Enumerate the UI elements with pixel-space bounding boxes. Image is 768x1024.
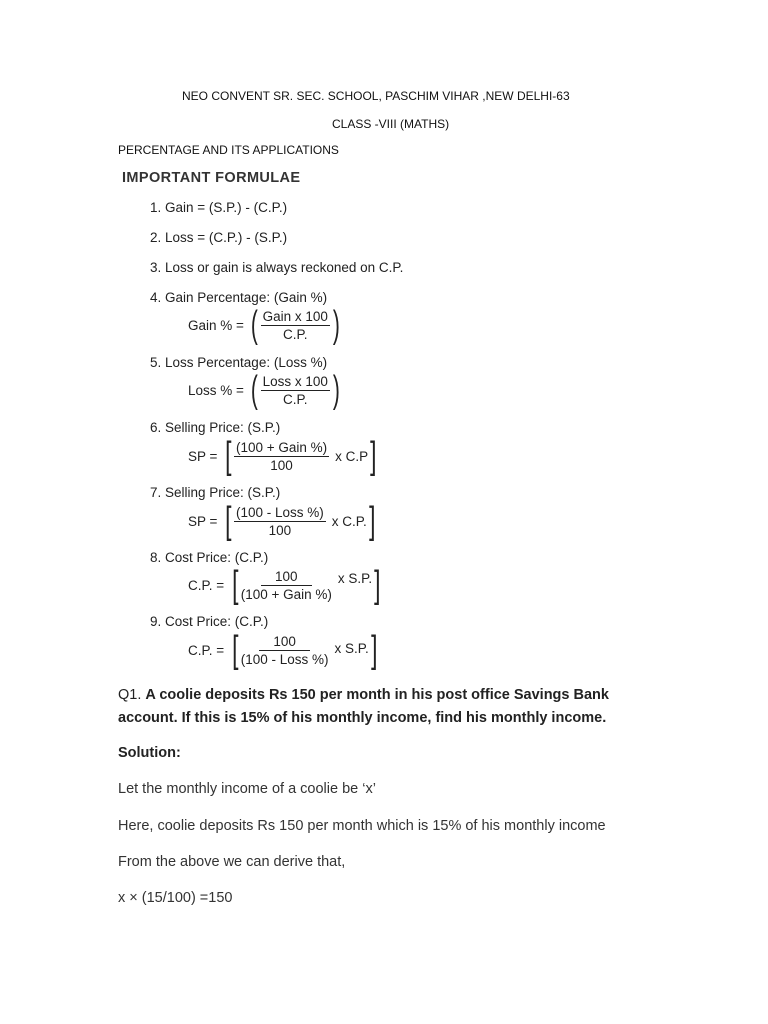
formula-4-lhs: Gain % = bbox=[188, 317, 244, 333]
formula-8-expression bbox=[188, 566, 383, 604]
formula-8-tail: x S.P. bbox=[337, 570, 373, 586]
formula-9-tail: x S.P. bbox=[334, 640, 369, 656]
formula-5-numerator: Loss x 100 bbox=[262, 373, 328, 389]
formula-5-title: 5. Loss Percentage: (Loss %) bbox=[150, 355, 328, 370]
formulae-heading: IMPORTANT FORMULAE bbox=[122, 170, 301, 186]
formula-6-title: 6. Selling Price: (S.P.) bbox=[150, 420, 281, 435]
left-bracket: [ bbox=[225, 500, 232, 542]
formula-9-lhs: C.P. = bbox=[188, 642, 225, 658]
right-bracket: ] bbox=[370, 629, 378, 671]
formula-4-fraction bbox=[261, 309, 330, 342]
formula-4-numerator: Gain x 100 bbox=[262, 308, 328, 324]
question-block bbox=[118, 684, 609, 730]
formula-9-expression bbox=[188, 631, 379, 669]
formula-7-title: 7. Selling Price: (S.P.) bbox=[150, 485, 281, 500]
formula-2: 2. Loss = (C.P.) - (S.P.) bbox=[150, 230, 288, 245]
solution-line-1: Let the monthly income of a coolie be ‘x’ bbox=[118, 781, 376, 797]
right-bracket: ] bbox=[368, 500, 376, 542]
school-name: NEO CONVENT SR. SEC. SCHOOL, PASCHIM VIHAR ,NEW DELHI-63 bbox=[182, 89, 570, 103]
formula-9-numerator: 100 bbox=[259, 634, 310, 651]
formula-3: 3. Loss or gain is always reckoned on C.P. bbox=[150, 260, 404, 275]
formula-7-lhs: SP = bbox=[188, 513, 218, 529]
formula-8-numerator: 100 bbox=[261, 569, 312, 586]
question-line-2: account. If this is 15% of his monthly income, find his monthly income. bbox=[118, 710, 607, 726]
formula-9-denominator: (100 - Loss %) bbox=[240, 651, 329, 667]
solution-heading: Solution: bbox=[118, 745, 181, 761]
formula-4-denominator: C.P. bbox=[282, 326, 308, 342]
left-paren: ( bbox=[250, 304, 258, 346]
formula-7-denominator: 100 bbox=[268, 522, 292, 538]
solution-line-3: From the above we can derive that, bbox=[118, 854, 346, 870]
formula-6-expression bbox=[188, 437, 379, 475]
left-bracket: [ bbox=[232, 564, 239, 606]
formula-8-denominator: (100 + Gain %) bbox=[240, 586, 332, 602]
right-bracket: ] bbox=[374, 564, 381, 606]
right-paren: ) bbox=[332, 369, 340, 411]
formula-8-title: 8. Cost Price: (C.P.) bbox=[150, 550, 269, 565]
formula-7-tail: x C.P. bbox=[331, 513, 367, 529]
formula-5-lhs: Loss % = bbox=[188, 382, 244, 398]
formula-4-expression bbox=[188, 306, 343, 344]
formula-6-tail: x C.P bbox=[335, 448, 369, 464]
formula-9-title: 9. Cost Price: (C.P.) bbox=[150, 614, 269, 629]
topic-title: PERCENTAGE AND ITS APPLICATIONS bbox=[118, 143, 339, 157]
formula-9-fraction bbox=[241, 634, 329, 667]
question-line-1: A coolie deposits Rs 150 per month in his post office Savings Bank bbox=[145, 687, 609, 703]
formula-8-fraction bbox=[241, 569, 332, 602]
right-paren: ) bbox=[332, 304, 340, 346]
formula-7-numerator: (100 - Loss %) bbox=[235, 504, 324, 520]
left-bracket: [ bbox=[225, 435, 232, 477]
formula-1: 1. Gain = (S.P.) - (C.P.) bbox=[150, 200, 288, 215]
left-bracket: [ bbox=[232, 629, 239, 671]
formula-5-fraction bbox=[261, 374, 330, 407]
formula-8-lhs: C.P. = bbox=[188, 577, 225, 593]
formula-6-numerator: (100 + Gain %) bbox=[235, 439, 328, 455]
formula-7-fraction bbox=[234, 505, 326, 538]
formula-6-lhs: SP = bbox=[188, 448, 218, 464]
solution-line-4: x × (15/100) =150 bbox=[118, 890, 233, 906]
left-paren: ( bbox=[250, 369, 258, 411]
formula-7-expression bbox=[188, 502, 377, 540]
solution-line-2: Here, coolie deposits Rs 150 per month which is 15% of his monthly income bbox=[118, 818, 606, 834]
class-label: CLASS -VIII (MATHS) bbox=[332, 117, 450, 131]
formula-6-fraction bbox=[234, 440, 329, 473]
formula-6-denominator: 100 bbox=[270, 457, 293, 473]
formula-5-expression bbox=[188, 371, 343, 409]
formula-4-title: 4. Gain Percentage: (Gain %) bbox=[150, 290, 328, 305]
question-label: Q1. bbox=[118, 687, 142, 703]
formula-5-denominator: C.P. bbox=[282, 391, 308, 407]
right-bracket: ] bbox=[370, 435, 377, 477]
